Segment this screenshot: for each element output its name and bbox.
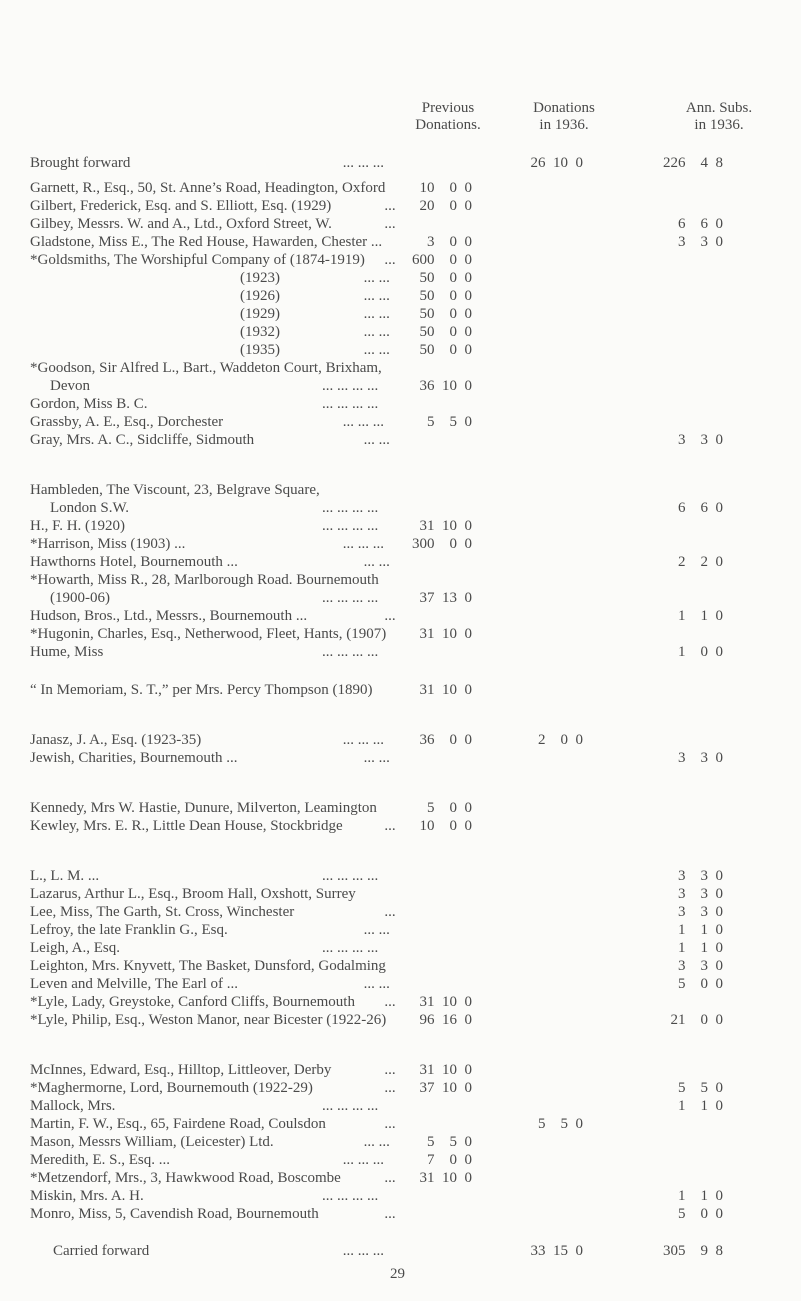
entry-name: Leven and Melville, The Earl of ... [30,976,238,992]
donations-1936-amount: 33 15 0 [523,1243,583,1259]
ledger-row [0,1115,801,1133]
entry-name: Gilbert, Frederick, Esq. and S. Elliott, Esq. (1929) [30,198,332,214]
ledger-row [0,1205,801,1223]
leader-dots: ... [384,608,396,624]
entry-name: London S.W. [50,500,130,516]
leader-dots: ... ... ... ... [322,644,379,660]
annual-subscription-amount: 5 0 0 [663,1206,723,1222]
ledger-row [0,1242,801,1260]
annual-subscription-amount: 1 1 0 [663,922,723,938]
ledger-row [0,885,801,903]
annual-subscription-amount: 1 1 0 [663,1098,723,1114]
entry-name: *Harrison, Miss (1903) ... [30,536,186,552]
entry-name: Lefroy, the late Franklin G., Esq. [30,922,228,938]
previous-donations-amount: 37 10 0 [412,1080,472,1096]
previous-donations-amount: 96 16 0 [412,1012,472,1028]
ledger-row [0,1151,801,1169]
entry-name: Lee, Miss, The Garth, St. Cross, Winchester [30,904,295,920]
entry-name: *Goldsmiths, The Worshipful Company of (1874-1919) [30,252,365,268]
entry-name: Gordon, Miss B. C. [30,396,148,412]
entry-name: *Lyle, Philip, Esq., Weston Manor, near Bicester (1922-26) [30,1012,387,1028]
annual-subscription-amount: 21 0 0 [663,1012,723,1028]
entry-name: (1900-06) [50,590,110,606]
entry-name: Hume, Miss [30,644,104,660]
leader-dots: ... [384,994,396,1010]
leader-dots: ... ... ... ... [322,590,379,606]
leader-dots: ... [384,1170,396,1186]
ledger-row [0,154,801,172]
entry-name: “ In Memoriam, S. T.,” per Mrs. Percy Thompson (1890) [30,682,373,698]
leader-dots: ... ... [363,342,390,358]
ledger-row [0,799,801,817]
annual-subscription-amount: 305 9 8 [663,1243,723,1259]
leader-dots: ... [384,198,396,214]
ledger-row [0,1187,801,1205]
entry-name: Kennedy, Mrs W. Hastie, Dunure, Milverton, Leamington [30,800,377,816]
annual-subscription-amount: 3 3 0 [663,868,723,884]
ledger-row [0,1133,801,1151]
previous-donations-amount: 50 0 0 [412,270,472,286]
ledger-row [0,269,801,287]
ledger-row [0,643,801,661]
ledger-row [0,481,801,499]
leader-dots: ... ... [363,922,390,938]
entry-name: Leighton, Mrs. Knyvett, The Basket, Dunsford, Godalming [30,958,386,974]
annual-subscription-amount: 6 6 0 [663,500,723,516]
entry-name: (1929) [240,306,280,322]
previous-donations-amount: 5 0 0 [412,800,472,816]
previous-donations-amount: 5 5 0 [412,414,472,430]
ledger-row [0,1011,801,1029]
annual-subscription-amount: 226 4 8 [663,155,723,171]
ledger-row [0,607,801,625]
page-number: 29 [390,1266,405,1282]
leader-dots: ... ... ... [342,732,385,748]
ledger-row [0,903,801,921]
previous-donations-amount: 50 0 0 [412,306,472,322]
annual-subscription-amount: 3 3 0 [663,750,723,766]
annual-subscription-amount: 5 0 0 [663,976,723,992]
annual-subscription-amount: 3 3 0 [663,432,723,448]
annual-subscription-amount: 1 1 0 [663,1188,723,1204]
leader-dots: ... ... [363,270,390,286]
column-header-previous: Previous Donations. [415,100,481,133]
ledger-row [0,681,801,699]
ledger-row [0,625,801,643]
entry-name: *Maghermorne, Lord, Bournemouth (1922-29) [30,1080,313,1096]
leader-dots: ... [384,904,396,920]
leader-dots: ... ... ... [342,1243,385,1259]
leader-dots: ... [384,818,396,834]
ledger-row [0,287,801,305]
ledger-row [0,395,801,413]
leader-dots: ... ... [363,288,390,304]
entry-name: Monro, Miss, 5, Cavendish Road, Bournemouth [30,1206,319,1222]
entry-name: Meredith, E. S., Esq. ... [30,1152,170,1168]
entry-name: Carried forward [53,1243,150,1259]
entry-name: H., F. H. (1920) [30,518,126,534]
leader-dots: ... ... ... ... [322,378,379,394]
entry-name: Gladstone, Miss E., The Red House, Hawarden, Chester ... [30,234,383,250]
donations-1936-amount: 26 10 0 [523,155,583,171]
ledger-row [0,975,801,993]
leader-dots: ... ... ... ... [322,868,379,884]
previous-donations-amount: 31 10 0 [412,994,472,1010]
ledger-row [0,305,801,323]
entry-name: Janasz, J. A., Esq. (1923-35) [30,732,202,748]
entry-name: Leigh, A., Esq. [30,940,120,956]
annual-subscription-amount: 1 0 0 [663,644,723,660]
previous-donations-amount: 5 5 0 [412,1134,472,1150]
previous-donations-amount: 31 10 0 [412,518,472,534]
leader-dots: ... ... [363,324,390,340]
leader-dots: ... [384,1116,396,1132]
entry-name: *Goodson, Sir Alfred L., Bart., Waddeton Court, Brixham, [30,360,382,376]
ledger-row [0,323,801,341]
leader-dots: ... [384,1062,396,1078]
leader-dots: ... [384,1080,396,1096]
ledger-row [0,957,801,975]
entry-name: *Metzendorf, Mrs., 3, Hawkwood Road, Boscombe [30,1170,341,1186]
ledger-row [0,921,801,939]
entry-name: *Hugonin, Charles, Esq., Netherwood, Fleet, Hants, (1907) [30,626,387,642]
donations-1936-amount: 2 0 0 [523,732,583,748]
annual-subscription-amount: 6 6 0 [663,216,723,232]
previous-donations-amount: 36 0 0 [412,732,472,748]
leader-dots: ... ... [363,432,390,448]
entry-name: Kewley, Mrs. E. R., Little Dean House, Stockbridge [30,818,343,834]
entry-name: Gilbey, Messrs. W. and A., Ltd., Oxford Street, W. [30,216,332,232]
previous-donations-amount: 31 10 0 [412,682,472,698]
entry-name: Grassby, A. E., Esq., Dorchester [30,414,224,430]
donations-1936-amount: 5 5 0 [523,1116,583,1132]
ledger-row [0,571,801,589]
leader-dots: ... ... ... ... [322,396,379,412]
annual-subscription-amount: 3 3 0 [663,958,723,974]
entry-name: Miskin, Mrs. A. H. [30,1188,144,1204]
leader-dots: ... ... [363,306,390,322]
ledger-row [0,1097,801,1115]
leader-dots: ... ... [363,554,390,570]
leader-dots: ... ... ... ... [322,1098,379,1114]
entry-name: (1926) [240,288,280,304]
entry-name: McInnes, Edward, Esq., Hilltop, Littleover, Derby [30,1062,332,1078]
ledger-row [0,1079,801,1097]
ledger-row [0,749,801,767]
ledger-row [0,431,801,449]
previous-donations-amount: 50 0 0 [412,288,472,304]
entry-name: Mason, Messrs William, (Leicester) Ltd. [30,1134,274,1150]
entry-name: Hawthorns Hotel, Bournemouth ... [30,554,238,570]
entry-name: (1935) [240,342,280,358]
ledger-row [0,341,801,359]
entry-name: Jewish, Charities, Bournemouth ... [30,750,238,766]
previous-donations-amount: 50 0 0 [412,324,472,340]
ledger-row [0,215,801,233]
ledger-row [0,233,801,251]
entry-name: Brought forward [30,155,131,171]
annual-subscription-amount: 2 2 0 [663,554,723,570]
leader-dots: ... ... ... ... [322,518,379,534]
column-header-subs: Ann. Subs. in 1936. [685,100,753,133]
previous-donations-amount: 31 10 0 [412,1170,472,1186]
annual-subscription-amount: 5 5 0 [663,1080,723,1096]
ledger-row [0,817,801,835]
leader-dots: ... ... ... ... [322,940,379,956]
entry-name: L., L. M. ... [30,868,100,884]
previous-donations-amount: 37 13 0 [412,590,472,606]
ledger-row [0,553,801,571]
ledger-row [0,867,801,885]
ledger-row [0,535,801,553]
previous-donations-amount: 36 10 0 [412,378,472,394]
ledger-row [0,251,801,269]
entry-name: Hambleden, The Viscount, 23, Belgrave Square, [30,482,320,498]
leader-dots: ... ... ... [342,414,385,430]
previous-donations-amount: 7 0 0 [412,1152,472,1168]
previous-donations-amount: 10 0 0 [412,818,472,834]
entry-name: Hudson, Bros., Ltd., Messrs., Bournemouth ... [30,608,308,624]
annual-subscription-amount: 1 1 0 [663,940,723,956]
leader-dots: ... ... [363,1134,390,1150]
leader-dots: ... [384,216,396,232]
previous-donations-amount: 20 0 0 [412,198,472,214]
annual-subscription-amount: 1 1 0 [663,608,723,624]
leader-dots: ... ... ... ... [322,1188,379,1204]
leader-dots: ... ... [363,750,390,766]
ledger-row [0,517,801,535]
leader-dots: ... ... ... [342,1152,385,1168]
ledger-row [0,499,801,517]
ledger-row [0,589,801,607]
ledger-row [0,377,801,395]
column-header-donations: Donations in 1936. [533,100,595,133]
previous-donations-amount: 31 10 0 [412,626,472,642]
leader-dots: ... [384,1206,396,1222]
leader-dots: ... ... ... [342,536,385,552]
ledger-row [0,939,801,957]
ledger-row [0,1061,801,1079]
entry-name: Devon [50,378,90,394]
annual-subscription-amount: 3 3 0 [663,886,723,902]
entry-name: (1932) [240,324,280,340]
entry-name: (1923) [240,270,280,286]
previous-donations-amount: 10 0 0 [412,180,472,196]
leader-dots: ... ... [363,976,390,992]
ledger-row [0,359,801,377]
entry-name: Garnett, R., Esq., 50, St. Anne’s Road, Headington, Oxford [30,180,386,196]
entry-name: *Howarth, Miss R., 28, Marlborough Road. Bournemouth [30,572,379,588]
annual-subscription-amount: 3 3 0 [663,904,723,920]
previous-donations-amount: 600 0 0 [412,252,472,268]
ledger-row [0,197,801,215]
ledger-row [0,993,801,1011]
entry-name: Mallock, Mrs. [30,1098,116,1114]
entry-name: Lazarus, Arthur L., Esq., Broom Hall, Oxshott, Surrey [30,886,356,902]
leader-dots: ... ... ... ... [322,500,379,516]
leader-dots: ... [384,252,396,268]
entry-name: Gray, Mrs. A. C., Sidcliffe, Sidmouth [30,432,255,448]
annual-subscription-amount: 3 3 0 [663,234,723,250]
previous-donations-amount: 300 0 0 [412,536,472,552]
ledger-row [0,1169,801,1187]
ledger-row [0,179,801,197]
ledger-row [0,731,801,749]
previous-donations-amount: 31 10 0 [412,1062,472,1078]
leader-dots: ... ... ... [342,155,385,171]
ledger-row [0,413,801,431]
entry-name: Martin, F. W., Esq., 65, Fairdene Road, Coulsdon [30,1116,326,1132]
entry-name: *Lyle, Lady, Greystoke, Canford Cliffs, Bournemouth [30,994,355,1010]
previous-donations-amount: 3 0 0 [412,234,472,250]
previous-donations-amount: 50 0 0 [412,342,472,358]
